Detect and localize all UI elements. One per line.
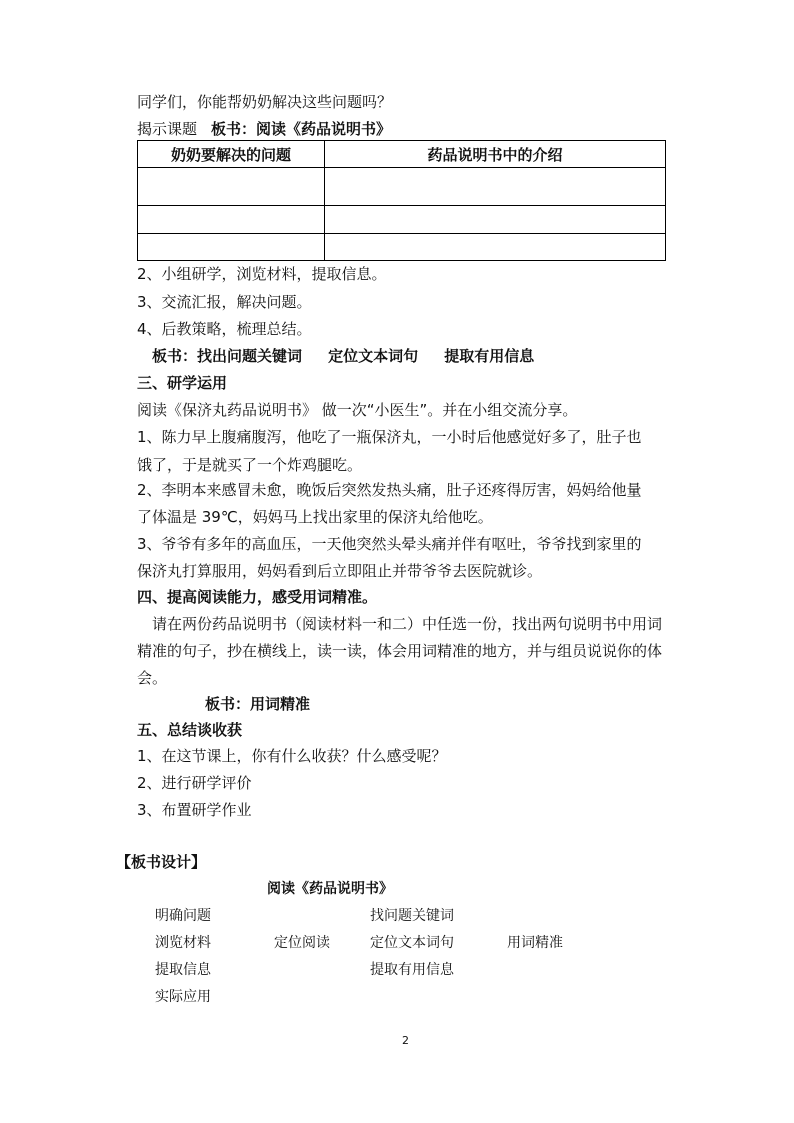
board-col3-item: 定位文本词句 <box>370 935 454 951</box>
board-col4-item: 用词精准 <box>507 935 563 951</box>
topic-label: 揭示课题 <box>137 120 198 138</box>
case3-line1: 3、爷爷有多年的高血压，一天他突然头晕头痛并伴有呕吐，爷爷找到家里的 <box>137 535 642 553</box>
section4-board: 板书：用词精准 <box>205 695 311 713</box>
section3-instruction: 阅读《保济丸药品说明书》 做一次“小医生”。并在小组交流分享。 <box>137 401 578 419</box>
intro-question: 同学们，你能帮奶奶解决这些问题吗？ <box>137 93 393 111</box>
section5-item-3: 3、布置研学作业 <box>137 801 252 819</box>
board-col1-item: 提取信息 <box>155 962 211 978</box>
section4-heading: 四、提高阅读能力，感受用词精准。 <box>137 588 378 606</box>
table-row <box>138 168 666 206</box>
table-header-row <box>138 141 666 168</box>
step-2: 2、小组研学，浏览材料，提取信息。 <box>137 265 387 283</box>
table-header-problem: 奶奶要解决的问题 <box>138 141 325 168</box>
case2-line2: 了体温是 39℃，妈妈马上找出家里的保济丸给他吃。 <box>137 508 493 526</box>
table-header-intro: 药品说明书中的介绍 <box>325 141 666 168</box>
table-cell <box>325 234 666 261</box>
board-col1-item: 实际应用 <box>155 989 211 1005</box>
table-cell <box>325 168 666 206</box>
section4-para-line3: 会。 <box>137 669 168 687</box>
table-cell <box>138 168 325 206</box>
problem-table <box>137 140 666 261</box>
board-design-title: 阅读《药品说明书》 <box>267 881 393 897</box>
table-row <box>138 234 666 261</box>
board-col2-item: 定位阅读 <box>274 935 330 951</box>
topic-line <box>137 119 391 139</box>
board-keywords: 板书：找出问题关键词 定位文本词句 提取有用信息 <box>152 347 535 365</box>
section5-heading: 五、总结谈收获 <box>137 721 243 739</box>
board-col3-item: 提取有用信息 <box>370 962 454 978</box>
section5-item-2: 2、进行研学评价 <box>137 774 252 792</box>
section4-para-line2: 精准的句子，抄在横线上，读一读，体会用词精准的地方，并与组员说说你的体 <box>137 642 663 660</box>
step-3: 3、交流汇报，解决问题。 <box>137 293 312 311</box>
section4-para-line1: 请在两份药品说明书（阅读材料一和二）中任选一份，找出两句说明书中用词 <box>152 615 663 633</box>
case3-line2: 保济丸打算服用，妈妈看到后立即阻止并带爷爷去医院就诊。 <box>137 562 543 580</box>
page-number: 2 <box>402 1034 409 1047</box>
table-cell <box>138 206 325 234</box>
board-col1-item: 明确问题 <box>155 908 211 924</box>
step-4: 4、后教策略，梳理总结。 <box>137 320 312 338</box>
topic-board: 板书：阅读《药品说明书》 <box>211 120 392 138</box>
table-cell <box>325 206 666 234</box>
board-design-label: 【板书设计】 <box>116 853 207 871</box>
case1-line2: 饿了，于是就买了一个炸鸡腿吃。 <box>137 456 363 474</box>
table-row <box>138 206 666 234</box>
table-cell <box>138 234 325 261</box>
board-col3-item: 找问题关键词 <box>370 908 454 924</box>
board-col1-item: 浏览材料 <box>155 935 211 951</box>
case2-line1: 2、李明本来感冒未愈，晚饭后突然发热头痛，肚子还疼得厉害，妈妈给他量 <box>137 481 642 499</box>
section3-heading: 三、研学运用 <box>137 374 228 392</box>
case1-line1: 1、陈力早上腹痛腹泻，他吃了一瓶保济丸，一小时后他感觉好多了，肚子也 <box>137 428 642 446</box>
section5-item-1: 1、在这节课上，你有什么收获？什么感受呢？ <box>137 747 447 765</box>
